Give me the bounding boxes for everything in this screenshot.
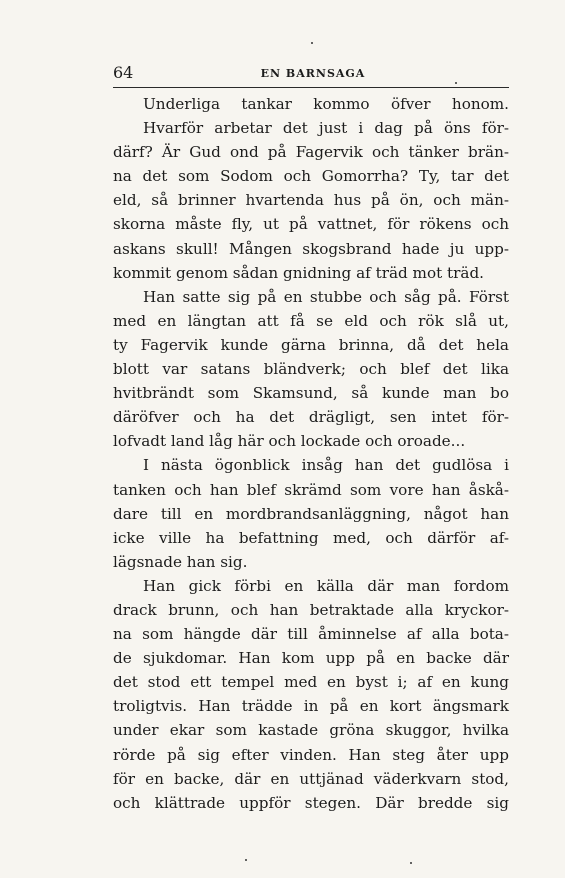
- text-line: Han gick förbi en källa där man fordom: [143, 576, 509, 595]
- text-line: Han satte sig på en stubbe och såg på. Först: [143, 287, 509, 306]
- paper-speck: [455, 82, 457, 84]
- text-line: tanken och han blef skrämd som vore han åskå-: [113, 480, 509, 499]
- page-header: [113, 63, 509, 88]
- text-line: kommit genom sådan gnidning af träd mot träd.: [113, 263, 485, 282]
- text-line: I nästa ögonblick insåg han det gudlösa i: [143, 456, 509, 475]
- text-line: lägsnade han sig.: [113, 552, 248, 571]
- text-line: under ekar som kastade gröna skuggor, hvilka: [113, 721, 509, 740]
- text-line: troligtvis. Han trädde in på en kort ängsmark: [113, 697, 509, 716]
- paper-speck: [311, 42, 313, 44]
- text-line: blott var satans bländverk; och blef det lika: [113, 360, 509, 379]
- paper-speck: [410, 862, 412, 864]
- text-line: rörde på sig efter vinden. Han steg åter upp: [113, 745, 509, 764]
- text-line: na som hängde där till åminnelse af alla bota-: [113, 625, 509, 644]
- text-line: drack brunn, och han betraktade alla kryckor-: [113, 600, 509, 619]
- text-line: Underliga tankar kommo öfver honom.: [143, 95, 509, 113]
- text-line: ty Fagervik kunde gärna brinna, då det hela: [113, 335, 509, 354]
- text-line: icke ville ha befattning med, och därför af-: [113, 528, 509, 547]
- text-line: därf? Är Gud ond på Fagervik och tänker brän-: [113, 143, 509, 162]
- paper-speck: [245, 859, 247, 861]
- page-number: 64: [113, 63, 134, 82]
- text-line: för en backe, där en uttjänad väderkvarn stod,: [113, 769, 509, 788]
- text-line: och klättrade uppför stegen. Där bredde sig: [113, 793, 509, 812]
- text-line: dare till en mordbrandsanläggning, något han: [113, 504, 509, 523]
- body-text: [113, 92, 509, 815]
- text-line: Hvarför arbetar det just i dag på öns för-: [143, 119, 509, 138]
- text-line: hvitbrändt som Skamsund, så kunde man bo: [113, 384, 509, 403]
- text-line: det stod ett tempel med en byst i; af en kung: [113, 673, 509, 692]
- text-line: eld, så brinner hvartenda hus på ön, och män-: [113, 191, 509, 210]
- text-line: med en längtan att få se eld och rök slå ut,: [113, 311, 509, 330]
- text-line: askans skull! Mången skogsbrand hade ju upp-: [113, 239, 509, 258]
- text-line: däröfver och ha det drägligt, sen intet för-: [113, 408, 509, 427]
- running-title: EN BARNSAGA: [260, 67, 366, 80]
- text-line: skorna måste fly, ut på vattnet, för rökens och: [113, 215, 509, 234]
- text-line: de sjukdomar. Han kom upp på en backe där: [113, 649, 509, 668]
- text-line: na det som Sodom och Gomorrha? Ty, tar det: [113, 167, 509, 186]
- text-line: lofvadt land låg här och lockade och oroade...: [113, 432, 466, 451]
